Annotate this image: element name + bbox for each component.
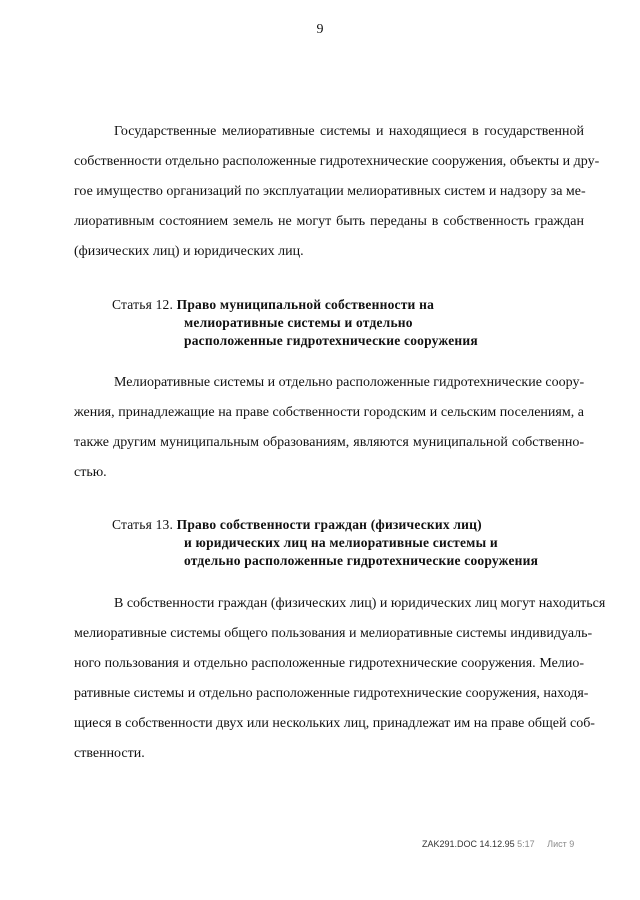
article-title-line: отдельно расположенные гидротехнические сооружения <box>184 553 539 568</box>
article-13-heading <box>112 516 592 570</box>
article-number: Статья 13. <box>112 517 174 532</box>
paragraph-line: ративные системы и отдельно расположенные гидротехнические сооружения, находя- <box>74 686 589 701</box>
paragraph-line: лиоративным состоянием земель не могут быть переданы в собственность граждан <box>74 214 584 229</box>
footer-filename: ZAK291.DOC <box>422 839 478 849</box>
article-title-line: расположенные гидротехнические сооружения <box>184 333 478 348</box>
paragraph-line: (физических лиц) и юридических лиц. <box>74 244 304 259</box>
paragraph-line: ного пользования и отдельно расположенные гидротехнические сооружения. Мелио- <box>74 656 584 671</box>
article-number: Статья 12. <box>112 297 174 312</box>
paragraph-line: ственности. <box>74 746 145 761</box>
paragraph-line: гое имущество организаций по эксплуатации мелиоративных систем и надзору за ме- <box>74 184 586 199</box>
article-title-line: Право муниципальной собственности на <box>176 297 435 312</box>
paragraph-line: стью. <box>74 465 107 480</box>
paragraph-line: щиеся в собственности двух или нескольких лиц, принадлежат им на праве общей соб- <box>74 716 595 731</box>
paragraph-municipal <box>74 368 584 488</box>
footer-sheet: Лист 9 <box>547 839 575 849</box>
article-title-line: и юридических лиц на мелиоративные системы и <box>184 535 498 550</box>
paragraph-line: жения, принадлежащие на праве собственности городским и сельским поселениям, а <box>74 405 584 420</box>
article-title-line: мелиоративные системы и отдельно <box>184 315 413 330</box>
paragraph-private <box>74 589 606 769</box>
paragraph-line: мелиоративные системы общего пользования и мелиоративные системы индивидуаль- <box>74 626 593 641</box>
paragraph-line: В собственности граждан (физических лиц) и юридических лиц могут находиться <box>114 596 606 611</box>
article-title-line: Право собственности граждан (физических лиц) <box>176 517 482 532</box>
paragraph-line: собственности отдельно расположенные гидротехнические сооружения, объекты и дру- <box>74 154 600 169</box>
footer-date: 14.12.95 <box>479 839 515 849</box>
paragraph-state-systems <box>74 117 600 267</box>
paragraph-line: Мелиоративные системы и отдельно расположенные гидротехнические соору- <box>114 375 585 390</box>
article-12-heading <box>112 296 592 350</box>
paragraph-line: также другим муниципальным образованиям, являются муниципальной собственно- <box>74 435 584 450</box>
document-footer <box>422 839 574 849</box>
page-number: 9 <box>316 22 324 37</box>
paragraph-line: Государственные мелиоративные системы и находящиеся в государственной <box>114 124 584 139</box>
footer-time: 5:17 <box>517 839 535 849</box>
